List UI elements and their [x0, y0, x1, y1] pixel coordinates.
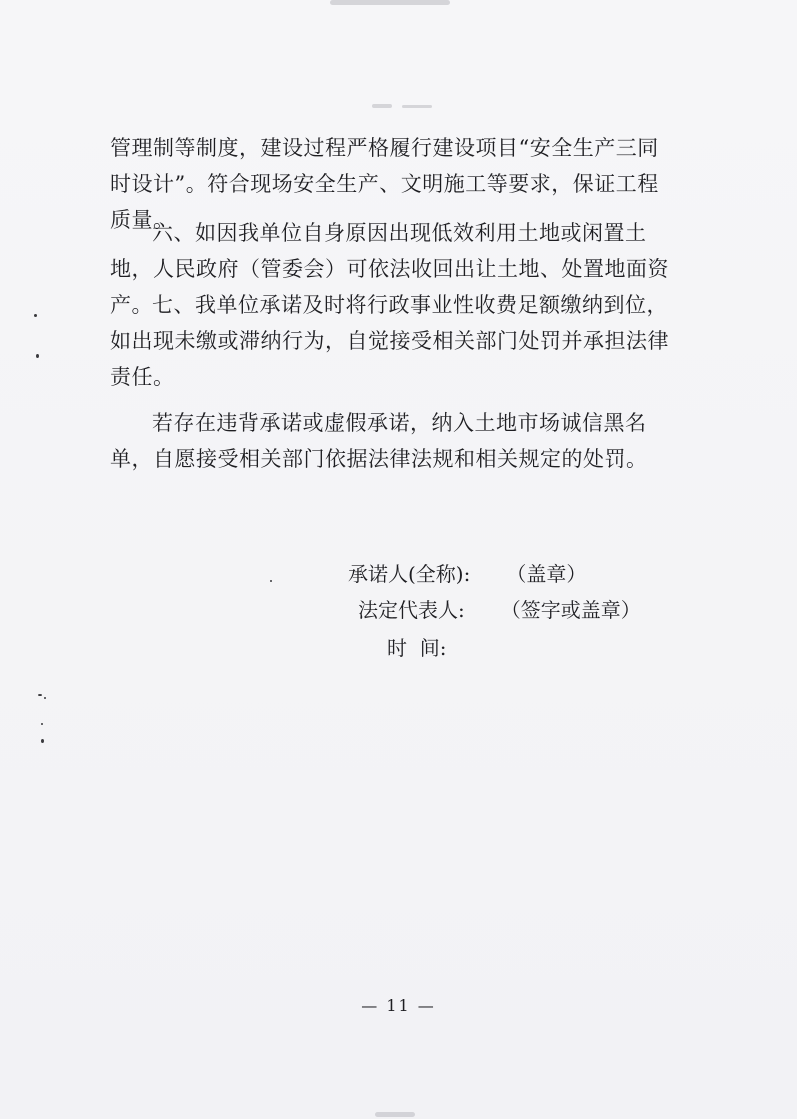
scan-speck: [36, 354, 39, 358]
paragraph-blacklist: 若存在违背承诺或虚假承诺，纳入土地市场诚信黑名单，自愿接受相关部门依据法律法规和相关规定的处罚。: [110, 411, 648, 471]
scan-smudge-header: [372, 104, 392, 108]
signature-time-line: [387, 634, 446, 662]
legal-rep-label: 法定代表人:: [358, 598, 465, 622]
scan-speck: [41, 739, 44, 743]
scan-speck: [44, 697, 46, 699]
promisor-seal-note: （盖章）: [506, 562, 587, 586]
page-number: — 11 —: [361, 996, 436, 1015]
signature-legal-rep-line: [358, 596, 641, 624]
scan-speck: [270, 580, 272, 582]
paragraph-management-system: 管理制等制度，建设过程严格履行建设项目“安全生产三同时设计”。符合现场安全生产、文明施工等要求，保证工程质量。: [110, 136, 659, 232]
signature-promisor-line: [348, 560, 586, 588]
scan-smudge-header-2: [402, 105, 432, 108]
paragraph-item-six: 六、如因我单位自身原因出现低效利用土地或闲置土地，人民政府（管委会）可依法收回出让土地、处置地面资产。: [110, 221, 669, 317]
scan-smudge-top: [330, 0, 450, 5]
scan-smudge-bottom: [375, 1112, 415, 1117]
promisor-label: 承诺人(全称):: [348, 562, 471, 586]
paragraph-item-seven: 七、我单位承诺及时将行政事业性收费足额缴纳到位，如出现未缴或滞纳行为，自觉接受相关部门处罚并承担法律责任。: [110, 293, 669, 389]
legal-rep-sign-note: （签字或盖章）: [500, 598, 641, 622]
scan-speck: [34, 314, 37, 317]
time-label: 时 间:: [387, 636, 447, 660]
scan-speck: [38, 694, 42, 696]
scan-speck: [41, 723, 43, 725]
